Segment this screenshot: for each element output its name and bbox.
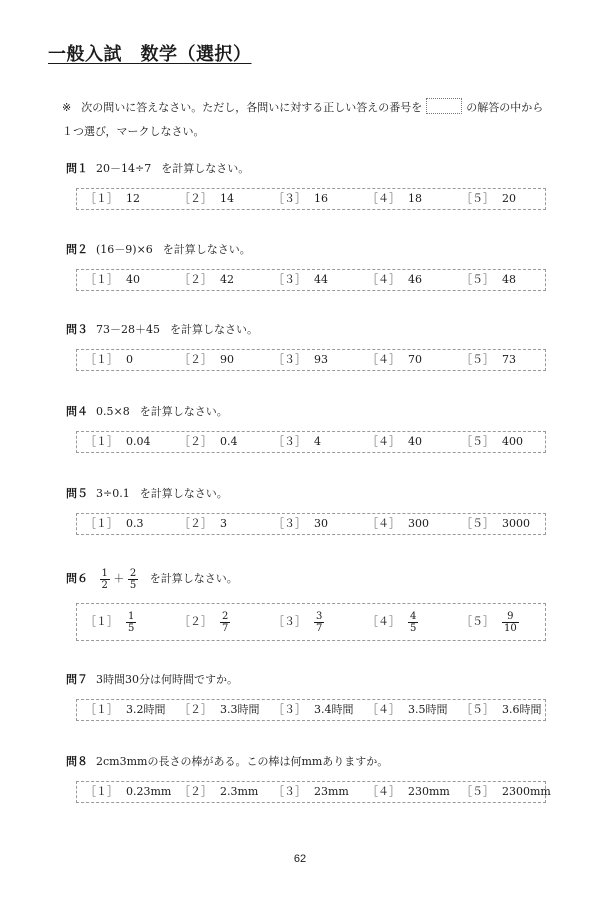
instruction-text-before: 次の問いに答えなさい。ただし，各問いに対する正しい答えの番号を xyxy=(81,101,423,114)
question-expression: 20－14÷7 xyxy=(96,162,152,175)
choice-number: ［５］ xyxy=(461,435,494,448)
question-suffix: を計算しなさい。 xyxy=(161,162,250,175)
choice-number: ［３］ xyxy=(273,353,306,366)
choice-4[interactable] xyxy=(367,189,422,209)
choice-value: 14 xyxy=(220,192,234,205)
choice-value: 3.4時間 xyxy=(314,703,354,716)
choices-box xyxy=(76,349,546,371)
choices-box xyxy=(76,781,551,803)
choice-4[interactable] xyxy=(367,700,448,720)
denominator: 10 xyxy=(504,622,517,634)
denominator: 7 xyxy=(222,622,229,634)
fraction xyxy=(220,611,230,634)
question-expression: (16－9)×6 xyxy=(96,243,153,256)
question-5 xyxy=(66,484,552,535)
fraction xyxy=(100,568,110,591)
choice-3[interactable] xyxy=(273,350,328,370)
choice-value: 44 xyxy=(314,273,328,286)
choice-number: ［４］ xyxy=(367,785,400,798)
choice-1[interactable] xyxy=(85,604,136,640)
denominator: 5 xyxy=(410,622,417,634)
choice-value: 4 xyxy=(314,435,321,448)
choice-number: ［５］ xyxy=(461,785,494,798)
choice-value: 16 xyxy=(314,192,328,205)
choice-4[interactable] xyxy=(367,782,450,802)
choice-number: ［２］ xyxy=(179,517,212,530)
numerator: 4 xyxy=(410,610,417,622)
choice-number: ［５］ xyxy=(461,192,494,205)
numerator: 1 xyxy=(128,610,135,622)
choice-3[interactable] xyxy=(273,189,328,209)
choice-5[interactable] xyxy=(461,270,516,290)
choice-2[interactable] xyxy=(179,350,234,370)
choice-1[interactable] xyxy=(85,432,151,452)
choice-value: 300 xyxy=(408,517,429,530)
question-expression: 73－28＋45 xyxy=(96,323,160,336)
choices-box xyxy=(76,269,546,291)
question-suffix: を計算しなさい。 xyxy=(170,323,258,336)
choice-number: ［１］ xyxy=(85,353,118,366)
numerator: 1 xyxy=(101,567,108,579)
choice-number: ［３］ xyxy=(273,192,306,205)
choice-value: 48 xyxy=(502,273,516,286)
page-number: 62 xyxy=(293,853,307,865)
question-expression: 0.5×8 xyxy=(96,405,130,418)
choice-value: 0 xyxy=(126,353,133,366)
choice-number: ［２］ xyxy=(179,353,212,366)
numerator: 2 xyxy=(222,610,229,622)
choice-number: ［２］ xyxy=(179,273,212,286)
question-suffix: を計算しなさい。 xyxy=(162,243,251,256)
choice-4[interactable] xyxy=(367,514,429,534)
choice-1[interactable] xyxy=(85,700,166,720)
choice-1[interactable] xyxy=(85,350,133,370)
choice-2[interactable] xyxy=(179,604,230,640)
page-title: 一般入試 数学（選択） xyxy=(48,44,252,65)
choice-number: ［２］ xyxy=(179,703,212,716)
choice-number: ［３］ xyxy=(273,435,306,448)
choice-3[interactable] xyxy=(273,432,321,452)
choice-number: ［１］ xyxy=(85,273,118,286)
operator: ＋ xyxy=(113,572,125,585)
choice-value: 40 xyxy=(126,273,140,286)
question-expression: 3÷0.1 xyxy=(96,487,130,500)
choice-number: ［５］ xyxy=(461,353,494,366)
question-label: 問６ xyxy=(66,572,88,585)
choice-value: 73 xyxy=(502,353,516,366)
choice-value: 90 xyxy=(220,353,234,366)
choice-4[interactable] xyxy=(367,270,422,290)
choice-value: 230mm xyxy=(408,785,450,798)
choice-5[interactable] xyxy=(461,432,523,452)
choice-number: ［４］ xyxy=(367,435,400,448)
choice-number: ［４］ xyxy=(367,192,400,205)
choice-value: 3.5時間 xyxy=(408,703,448,716)
choice-1[interactable] xyxy=(85,782,171,802)
choice-number: ［５］ xyxy=(461,273,494,286)
choice-5[interactable] xyxy=(461,514,530,534)
question-label: 問４ xyxy=(66,405,88,418)
choice-2[interactable] xyxy=(179,700,260,720)
choice-value: 3 xyxy=(220,517,227,530)
choice-number: ［３］ xyxy=(273,615,306,628)
choice-5[interactable] xyxy=(461,604,519,640)
choice-number: ［４］ xyxy=(367,703,400,716)
question-label: 問８ xyxy=(66,755,88,768)
fraction xyxy=(502,611,519,634)
choice-number: ［３］ xyxy=(273,273,306,286)
choice-1[interactable] xyxy=(85,514,144,534)
choice-value: 0.04 xyxy=(126,435,151,448)
choice-2[interactable] xyxy=(179,270,234,290)
question-label: 問３ xyxy=(66,323,88,336)
choice-value: 3.3時間 xyxy=(220,703,260,716)
choice-5[interactable] xyxy=(461,700,542,720)
question-3 xyxy=(66,320,552,371)
choice-5[interactable] xyxy=(461,189,516,209)
choice-5[interactable] xyxy=(461,782,551,802)
choice-number: ［５］ xyxy=(461,615,494,628)
question-suffix: を計算しなさい。 xyxy=(149,572,238,585)
choice-number: ［２］ xyxy=(179,435,212,448)
choice-2[interactable] xyxy=(179,189,234,209)
choices-box xyxy=(76,603,546,641)
choice-number: ［４］ xyxy=(367,615,400,628)
choice-value: 12 xyxy=(126,192,140,205)
choice-number: ［５］ xyxy=(461,703,494,716)
question-suffix: を計算しなさい。 xyxy=(139,405,228,418)
question-label: 問２ xyxy=(66,243,88,256)
choices-box xyxy=(76,513,546,535)
note-mark: ※ xyxy=(62,101,72,114)
question-4 xyxy=(66,402,552,453)
choice-value: 30 xyxy=(314,517,328,530)
choice-number: ［２］ xyxy=(179,615,212,628)
denominator: 5 xyxy=(129,579,137,591)
question-2 xyxy=(66,240,552,291)
choice-value: 3000 xyxy=(502,517,530,530)
choice-value: 2300mm xyxy=(502,785,551,798)
choice-number: ［１］ xyxy=(85,192,118,205)
choice-number: ［１］ xyxy=(85,517,118,530)
choice-number: ［２］ xyxy=(179,192,212,205)
fraction xyxy=(408,611,418,634)
choice-4[interactable] xyxy=(367,604,418,640)
answer-box xyxy=(426,98,462,114)
choices-box xyxy=(76,188,546,210)
choice-3[interactable] xyxy=(273,604,324,640)
fraction xyxy=(126,611,136,634)
choice-value: 0.3 xyxy=(126,517,144,530)
question-label: 問１ xyxy=(66,162,88,175)
choice-3[interactable] xyxy=(273,782,349,802)
choice-2[interactable] xyxy=(179,782,258,802)
question-text: 3時間30分は何時間ですか。 xyxy=(96,673,238,686)
instructions xyxy=(62,96,552,144)
question-text: 2cm3mmの長さの棒がある。この棒は何mmありますか。 xyxy=(96,755,389,768)
fraction xyxy=(314,611,324,634)
choice-value: 3.2時間 xyxy=(126,703,166,716)
choice-number: ［４］ xyxy=(367,517,400,530)
choice-number: ［４］ xyxy=(367,353,400,366)
choice-number: ［１］ xyxy=(85,615,118,628)
choice-number: ［５］ xyxy=(461,517,494,530)
choice-3[interactable] xyxy=(273,514,328,534)
choice-1[interactable] xyxy=(85,270,140,290)
choice-2[interactable] xyxy=(179,432,238,452)
choice-value: 0.4 xyxy=(220,435,238,448)
question-label: 問７ xyxy=(66,673,88,686)
denominator: 2 xyxy=(101,579,108,591)
question-8 xyxy=(66,752,552,803)
choice-value: 400 xyxy=(502,435,523,448)
numerator: 2 xyxy=(129,567,137,579)
choice-number: ［１］ xyxy=(85,785,118,798)
question-1 xyxy=(66,159,552,210)
choice-value: 46 xyxy=(408,273,422,286)
choice-number: ［１］ xyxy=(85,703,118,716)
numerator: 9 xyxy=(502,611,519,623)
numerator: 3 xyxy=(316,610,323,622)
choice-value: 3.6時間 xyxy=(502,703,542,716)
question-7 xyxy=(66,670,552,721)
choice-3[interactable] xyxy=(273,700,354,720)
choice-value: 20 xyxy=(502,192,516,205)
question-suffix: を計算しなさい。 xyxy=(139,487,228,500)
choice-1[interactable] xyxy=(85,189,140,209)
choice-5[interactable] xyxy=(461,350,516,370)
question-6 xyxy=(66,564,552,641)
choices-box xyxy=(76,699,546,721)
choice-value: 42 xyxy=(220,273,234,286)
choice-value: 93 xyxy=(314,353,328,366)
denominator: 5 xyxy=(128,622,135,634)
choice-2[interactable] xyxy=(179,514,227,534)
instruction-text-after: の解答の中から１つ選び，マークしなさい。 xyxy=(62,101,544,138)
choice-number: ［３］ xyxy=(273,517,306,530)
question-label: 問５ xyxy=(66,487,88,500)
choice-number: ［２］ xyxy=(179,785,212,798)
choice-number: ［３］ xyxy=(273,703,306,716)
denominator: 7 xyxy=(316,622,323,634)
choice-3[interactable] xyxy=(273,270,328,290)
choice-value: 23mm xyxy=(314,785,349,798)
choice-value: 70 xyxy=(408,353,422,366)
choice-4[interactable] xyxy=(367,350,422,370)
choice-value: 2.3mm xyxy=(220,785,259,798)
choice-value: 0.23mm xyxy=(126,785,172,798)
choices-box xyxy=(76,431,546,453)
choice-number: ［１］ xyxy=(85,435,118,448)
choice-number: ［４］ xyxy=(367,273,400,286)
choice-value: 18 xyxy=(408,192,422,205)
choice-number: ［３］ xyxy=(273,785,306,798)
fraction xyxy=(128,568,138,591)
choice-4[interactable] xyxy=(367,432,422,452)
choice-value: 40 xyxy=(408,435,422,448)
